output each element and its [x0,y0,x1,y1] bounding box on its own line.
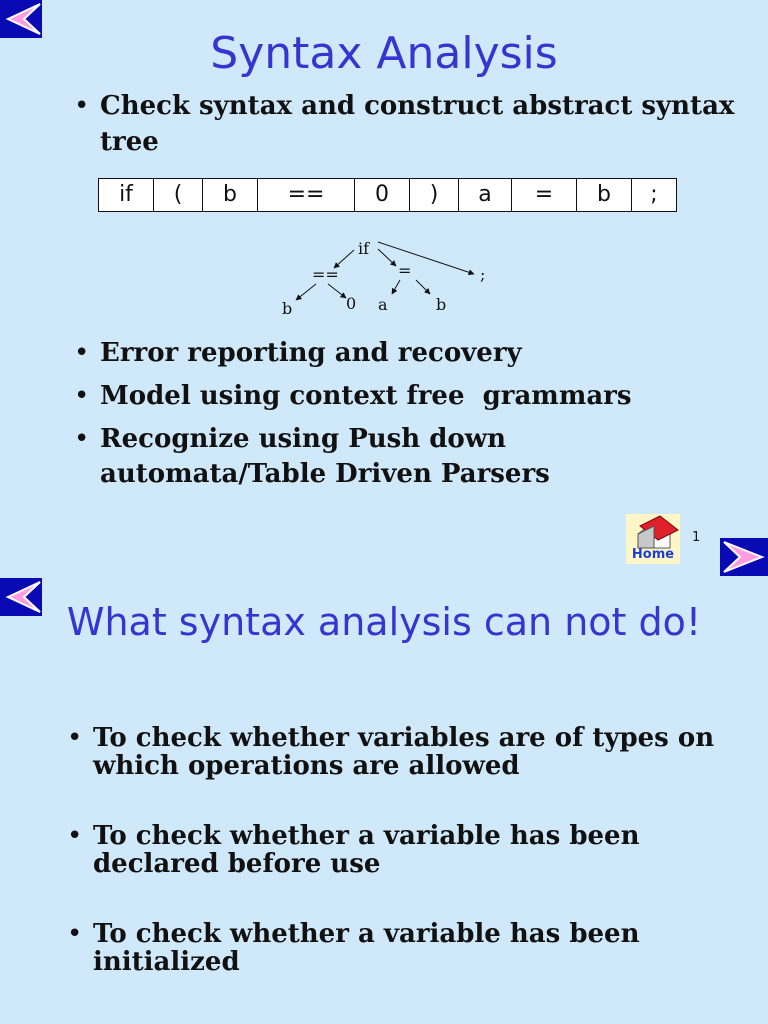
bullet-list-top [74,88,740,160]
list-item: • To check whether a variable has been initialized [67,919,640,977]
tree-node-root: if [358,239,370,258]
token-cell: b [577,179,632,211]
home-icon [626,514,680,550]
bullet-icon: • [67,821,83,851]
bullet-list-bottom [74,336,740,500]
page-title: What syntax analysis can not do! [66,600,702,644]
bullet-icon: • [74,381,90,411]
tree-edge [416,280,430,294]
token-cell: a [459,179,512,211]
list-item: • Recognize using Push down automata/Table Driven Parsers [74,424,550,489]
tree-node-leaf: 0 [346,294,357,313]
bullet-icon: • [74,338,90,368]
tree-node-eq: == [312,265,339,284]
token-cell: == [258,179,355,211]
page-title: Syntax Analysis [210,28,558,79]
token-cell: = [512,179,577,211]
token-table [98,178,677,212]
list-item: • To check whether variables are of types on which operations are allowed [67,723,715,781]
home-button[interactable] [626,514,680,564]
bullet-icon: • [74,424,90,454]
syntax-tree-diagram [260,232,520,322]
list-item: • To check whether a variable has been declared before use [67,821,640,879]
page-number: 1 [692,530,701,545]
tree-node-semicolon: ; [480,265,486,284]
slide-2 [0,578,768,1024]
list-item: • Check syntax and construct abstract syntax tree [100,88,740,160]
tree-edge [378,249,396,266]
bullet-icon: • [74,91,90,121]
next-arrow-icon [720,538,768,576]
tree-edge [392,280,400,294]
token-cell: ) [410,179,459,211]
bullet-list [67,723,743,1018]
next-slide-button[interactable] [720,538,768,576]
token-cell: ( [154,179,203,211]
list-item: • Model using context free grammars [100,379,740,414]
bullet-icon: • [67,723,83,753]
tree-node-leaf: a [378,295,388,314]
tree-node-leaf: b [436,295,447,314]
tree-edge [296,284,316,300]
token-cell: ; [650,182,658,207]
tree-edge [328,284,346,298]
token-cell: if [99,179,154,211]
tree-node-leaf: b [282,299,293,318]
tree-node-assign: = [398,261,412,280]
list-item: • Error reporting and recovery [100,336,740,371]
token-cell: b [203,179,258,211]
token-cell: 0 [355,179,410,211]
bullet-icon: • [67,919,83,949]
tree-edge [378,242,474,274]
home-label: Home [631,547,675,562]
